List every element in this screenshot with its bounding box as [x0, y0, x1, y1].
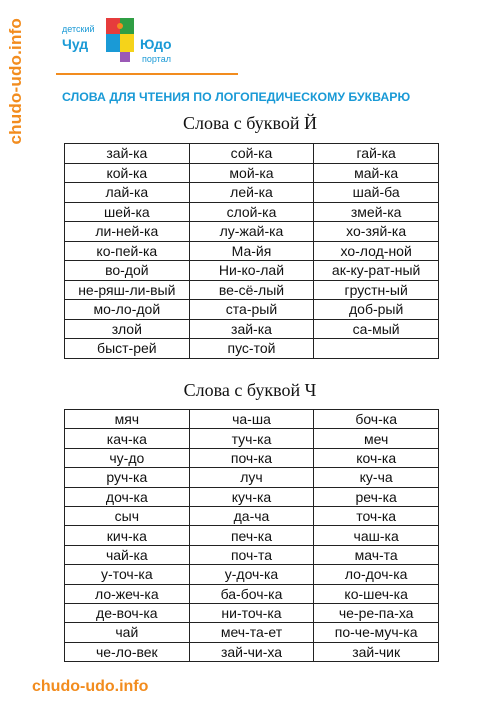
table-cell: ни-точ-ка [189, 603, 314, 622]
logo-line1: детский [62, 24, 95, 34]
table-cell: лу-жай-ка [189, 222, 314, 242]
table-cell: де-воч-ка [65, 603, 190, 622]
page-heading: СЛОВА ДЛЯ ЧТЕНИЯ ПО ЛОГОПЕДИЧЕСКОМУ БУКВАРЮ [62, 90, 411, 104]
table-cell: сой-ка [189, 144, 314, 164]
table-cell: шай-ба [314, 183, 439, 203]
table-cell: са-мый [314, 319, 439, 339]
table-row [65, 642, 439, 661]
table-cell: ку-ча [314, 468, 439, 487]
table-cell: ста-рый [189, 300, 314, 320]
section-title-y: Слова с буквой Й [183, 113, 317, 133]
table-row [65, 241, 439, 261]
table-row [65, 506, 439, 525]
table-row [65, 410, 439, 429]
side-site-url: chudo-udo.info [6, 18, 25, 145]
table-cell: по-че-муч-ка [314, 623, 439, 642]
words-table-y [64, 143, 439, 359]
logo-word-right: Юдо [140, 36, 172, 52]
table-cell: лей-ка [189, 183, 314, 203]
table-cell: слой-ка [189, 202, 314, 222]
table-cell: чу-до [65, 448, 190, 467]
table-cell: шей-ка [65, 202, 190, 222]
table-cell: поч-ка [189, 448, 314, 467]
table-cell: да-ча [189, 506, 314, 525]
table-cell: ба-боч-ка [189, 584, 314, 603]
table-row [65, 584, 439, 603]
table-cell: лай-ка [65, 183, 190, 203]
table-row [65, 623, 439, 642]
table-cell: быст-рей [65, 339, 190, 359]
table-cell: луч [189, 468, 314, 487]
table-cell: Ма-йя [189, 241, 314, 261]
table-cell: кой-ка [65, 163, 190, 183]
table-cell: меч [314, 429, 439, 448]
table-row [65, 222, 439, 242]
table-cell: зай-ка [189, 319, 314, 339]
table-cell: во-дой [65, 261, 190, 281]
table-cell: че-ло-век [65, 642, 190, 661]
words-table-ch [64, 409, 439, 662]
table-cell: чай-ка [65, 545, 190, 564]
table-cell: у-точ-ка [65, 565, 190, 584]
table-row [65, 183, 439, 203]
table-cell: доб-рый [314, 300, 439, 320]
table-cell: мой-ка [189, 163, 314, 183]
table-cell: пус-той [189, 339, 314, 359]
table-cell: кач-ка [65, 429, 190, 448]
table-row [65, 487, 439, 506]
site-logo[interactable] [56, 10, 186, 70]
table-cell: зай-чи-ха [189, 642, 314, 661]
table-cell: ак-ку-рат-ный [314, 261, 439, 281]
table-cell: поч-та [189, 545, 314, 564]
header-divider [56, 73, 238, 75]
table-cell: хо-зяй-ка [314, 222, 439, 242]
table-cell: сыч [65, 506, 190, 525]
table-cell: ло-доч-ка [314, 565, 439, 584]
table-row [65, 280, 439, 300]
logo-word-left: Чуд [62, 36, 89, 52]
table-cell: зай-ка [65, 144, 190, 164]
logo-line3: портал [142, 54, 171, 64]
table-cell: хо-лод-ной [314, 241, 439, 261]
table-cell: гай-ка [314, 144, 439, 164]
table-cell: май-ка [314, 163, 439, 183]
table-cell: у-доч-ка [189, 565, 314, 584]
puzzle-icon [96, 14, 142, 66]
table-row [65, 468, 439, 487]
table-cell: реч-ка [314, 487, 439, 506]
table-cell: чай [65, 623, 190, 642]
table-cell: ко-пей-ка [65, 241, 190, 261]
table-cell: кич-ка [65, 526, 190, 545]
table-cell: че-ре-па-ха [314, 603, 439, 622]
table-row [65, 448, 439, 467]
table-cell: руч-ка [65, 468, 190, 487]
table-row [65, 526, 439, 545]
table-row [65, 300, 439, 320]
table-cell: грустн-ый [314, 280, 439, 300]
table-cell: ко-шеч-ка [314, 584, 439, 603]
table-cell: мо-ло-дой [65, 300, 190, 320]
table-row [65, 144, 439, 164]
table-row [65, 603, 439, 622]
table-row [65, 545, 439, 564]
table-cell: змей-ка [314, 202, 439, 222]
table-row [65, 163, 439, 183]
table-cell: ча-ша [189, 410, 314, 429]
table-row [65, 429, 439, 448]
table-row [65, 339, 439, 359]
table-cell: мяч [65, 410, 190, 429]
table-cell: меч-та-ет [189, 623, 314, 642]
table-cell: злой [65, 319, 190, 339]
table-cell: печ-ка [189, 526, 314, 545]
table-cell: чаш-ка [314, 526, 439, 545]
table-cell: мач-та [314, 545, 439, 564]
table-cell: ло-жеч-ка [65, 584, 190, 603]
footer-site-url[interactable]: chudo-udo.info [32, 678, 149, 695]
table-cell [314, 339, 439, 359]
table-cell: туч-ка [189, 429, 314, 448]
table-cell: не-ряш-ли-вый [65, 280, 190, 300]
table-cell: доч-ка [65, 487, 190, 506]
table-cell: точ-ка [314, 506, 439, 525]
section-title-ch: Слова с буквой Ч [183, 380, 317, 400]
table-cell: коч-ка [314, 448, 439, 467]
table-cell: Ни-ко-лай [189, 261, 314, 281]
table-cell: ве-сё-лый [189, 280, 314, 300]
table-row [65, 202, 439, 222]
table-cell: куч-ка [189, 487, 314, 506]
table-row [65, 261, 439, 281]
table-row [65, 565, 439, 584]
table-cell: боч-ка [314, 410, 439, 429]
table-cell: ли-ней-ка [65, 222, 190, 242]
table-row [65, 319, 439, 339]
table-cell: зай-чик [314, 642, 439, 661]
